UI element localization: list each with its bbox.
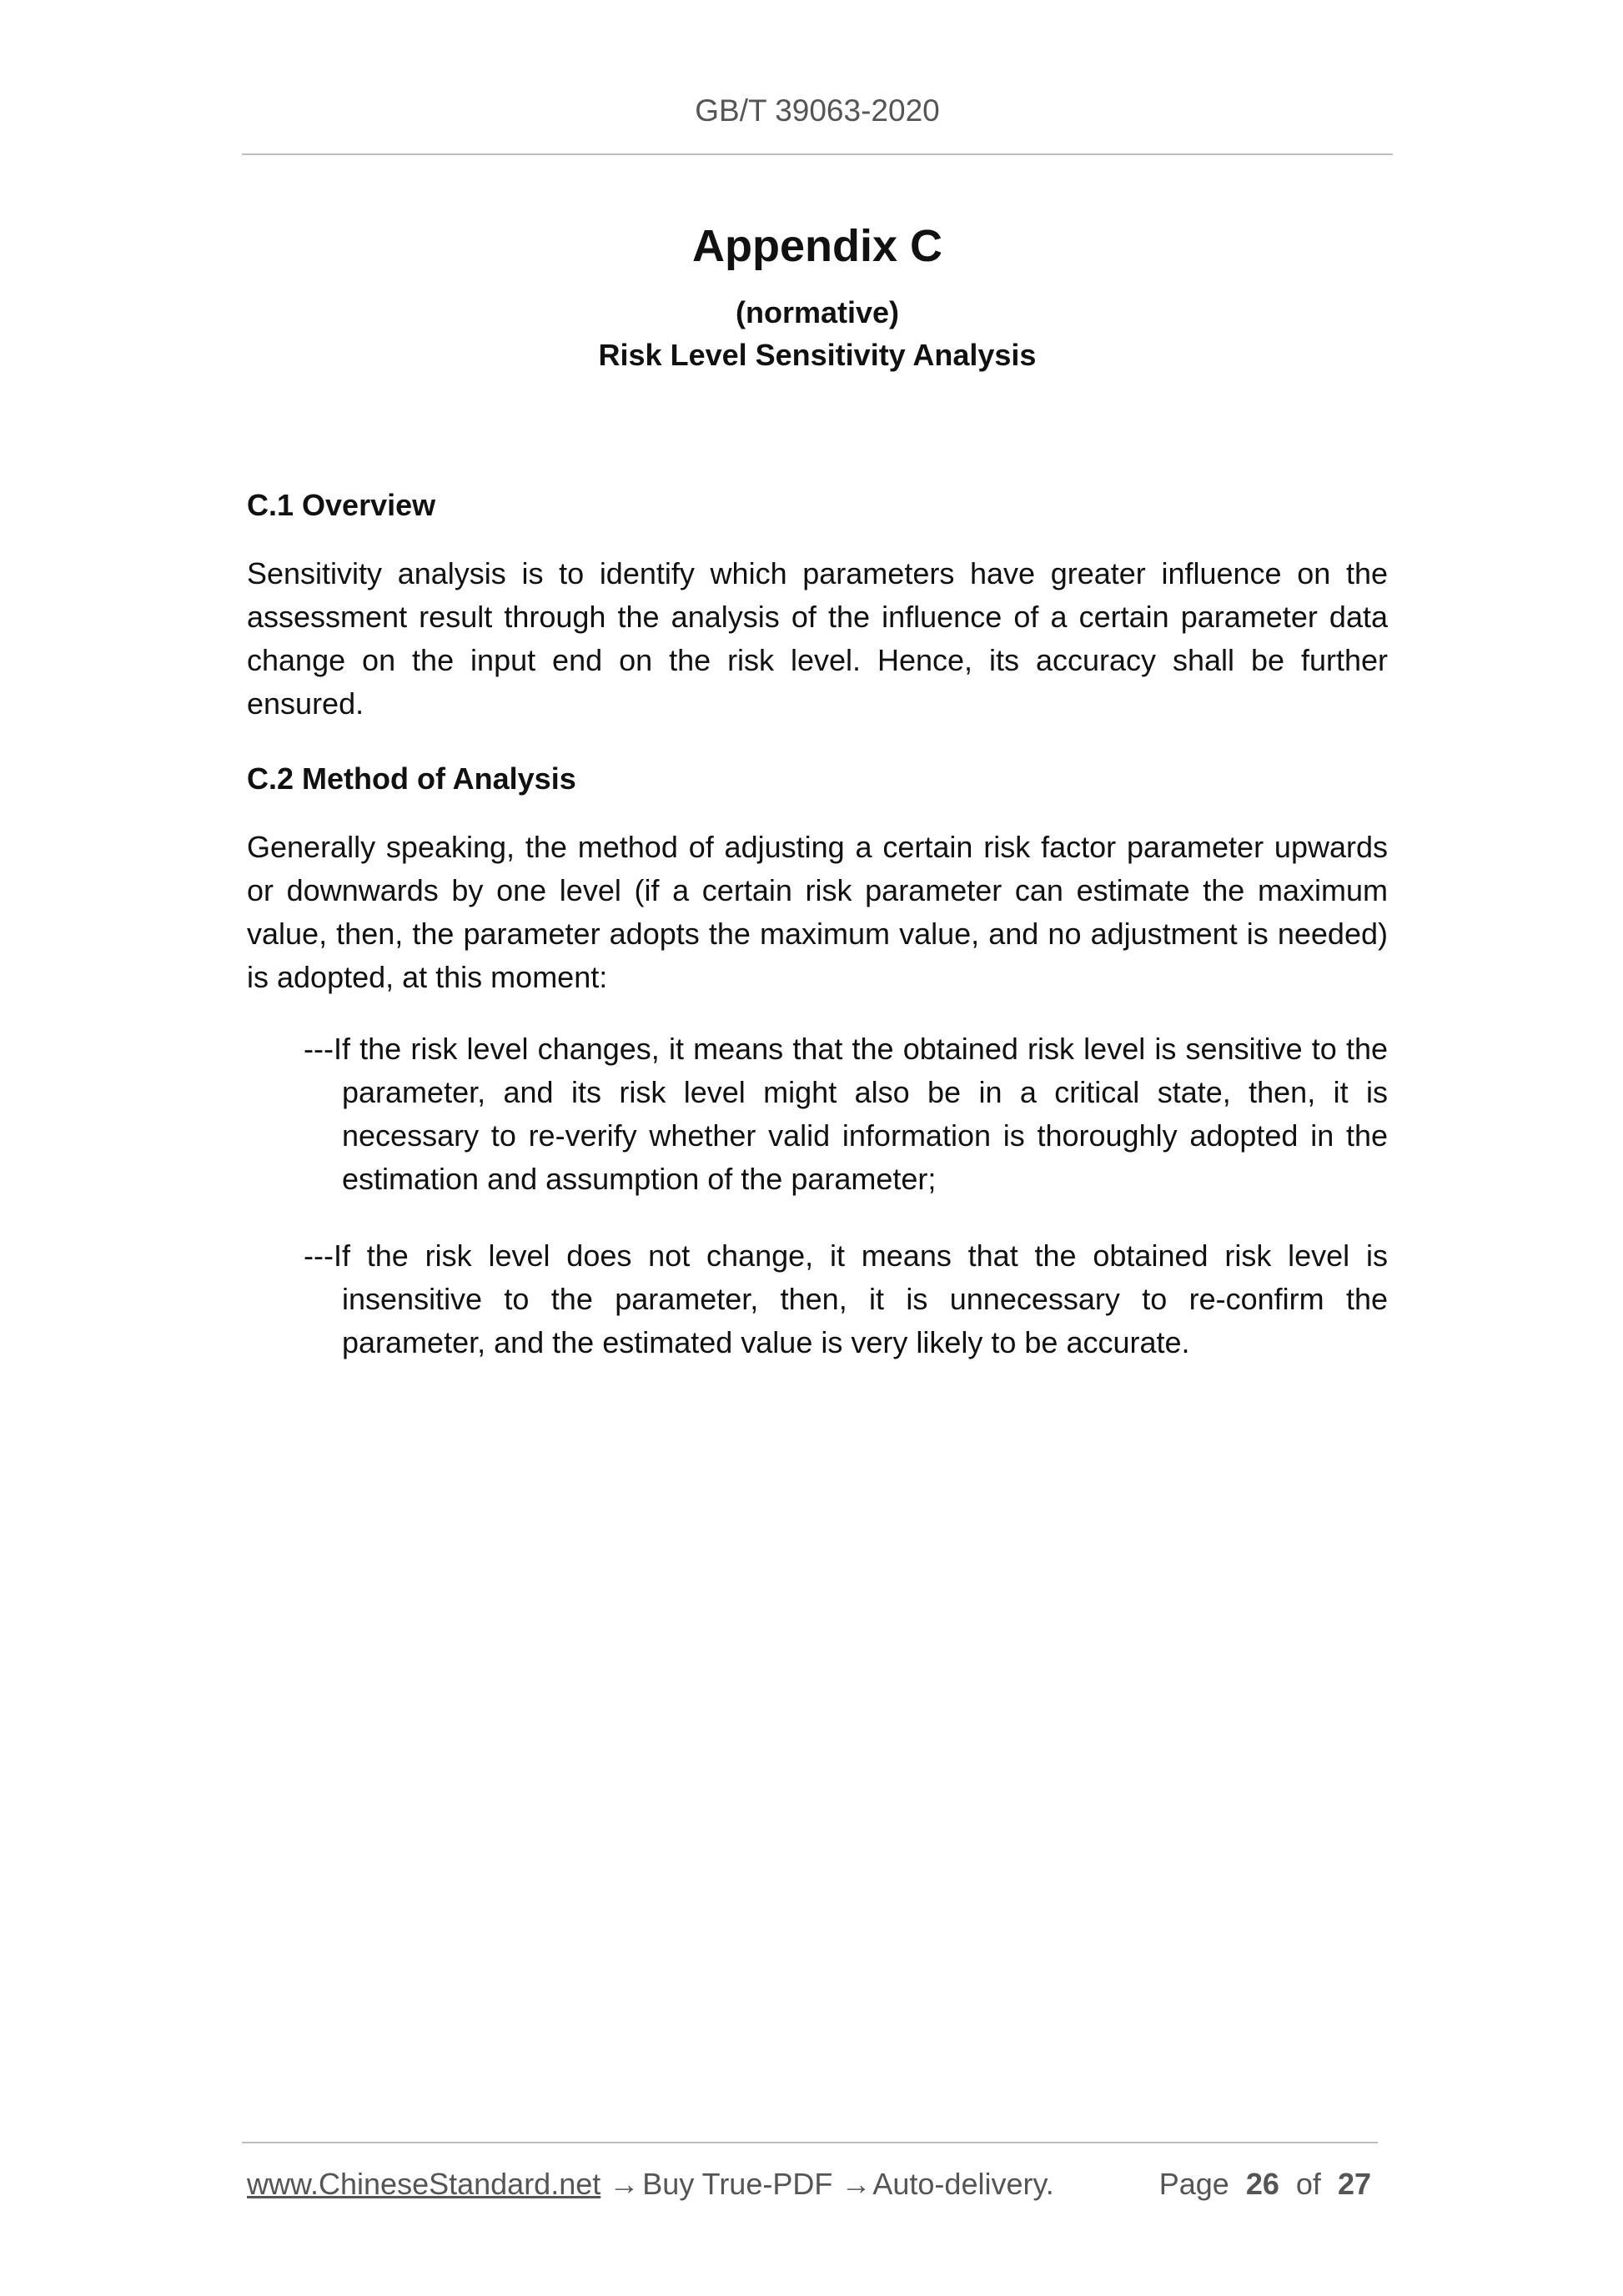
appendix-subtitle: Risk Level Sensitivity Analysis (598, 338, 1037, 372)
section-heading-method: C.2 Method of Analysis (247, 761, 576, 796)
overview-paragraph: Sensitivity analysis is to identify which parameters have greater influence on the assessment result through the analysis of the influence of a certain parameter data change on the input end on the risk level. Hence, its accuracy shall be further ensured. (247, 556, 1388, 721)
page-indicator (1159, 2163, 1371, 2205)
page-header: GB/T 39063-2020 (695, 93, 940, 128)
arrow-right-icon: → (841, 2167, 872, 2201)
appendix-title-block (242, 215, 1393, 377)
arrow-right-icon: → (609, 2167, 640, 2201)
document-body (247, 484, 1388, 1364)
current-page-number: 26 (1245, 2167, 1279, 2201)
section-heading-overview: C.1 Overview (247, 488, 436, 522)
appendix-type: (normative) (735, 295, 900, 329)
total-page-number: 27 (1337, 2167, 1371, 2201)
list-item: ---If the risk level changes, it means that the obtained risk level is sensitive to the parameter, and its risk level might also be in a critical state, then, it is necessary to re-verify whether valid information is thoroughly adopted in the estimation and assumption of the parameter; (304, 1032, 1388, 1196)
method-paragraph: Generally speaking, the method of adjusting a certain risk factor parameter upwards or downwards by one level (if a certain risk parameter can estimate the maximum value, then, the parameter adopts the maximum value, and no adjustment is needed) is adopted, at this moment: (247, 830, 1388, 994)
page-label: Page (1158, 2167, 1229, 2201)
footer-divider (242, 2142, 1378, 2143)
page-footer (247, 2163, 1378, 2205)
website-link[interactable]: www.ChineseStandard.net (247, 2167, 601, 2201)
header-divider (242, 153, 1393, 155)
list-item: ---If the risk level does not change, it means that the obtained risk level is insensitive to the parameter, then, it is unnecessary to re-confirm the parameter, and the estimated value is very likely to be accurate. (304, 1238, 1388, 1359)
delivery-text: Auto-delivery. (872, 2167, 1054, 2201)
buy-text: Buy True-PDF (642, 2167, 833, 2201)
appendix-title: Appendix C (691, 221, 942, 271)
page-of-label: of (1295, 2167, 1321, 2201)
